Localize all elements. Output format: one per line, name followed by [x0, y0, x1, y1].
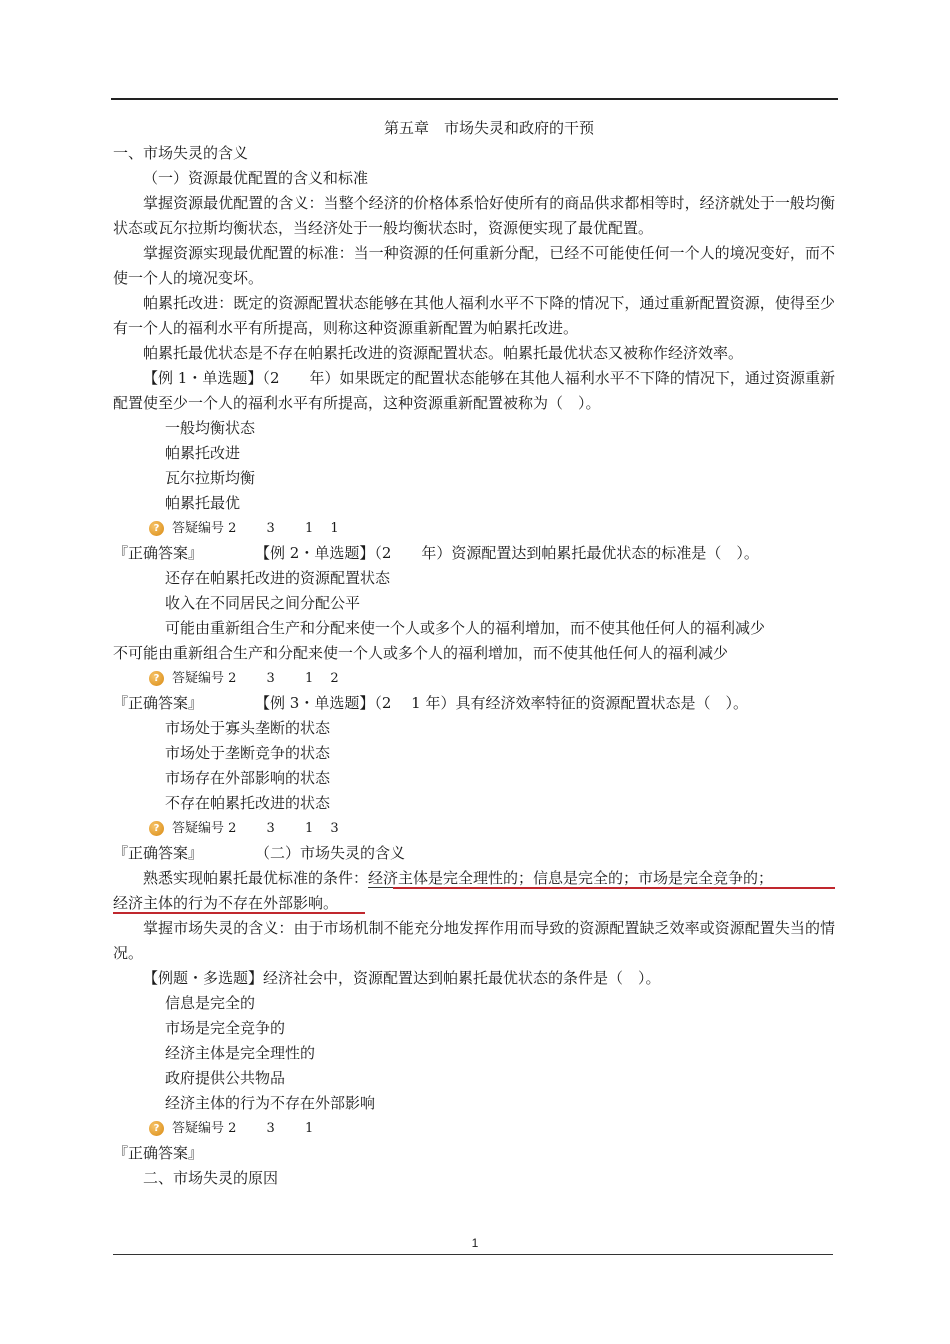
example-4-option: 经济主体的行为不存在外部影响 — [165, 1094, 376, 1112]
faq-label: 答疑编号 2 3 1 — [172, 1121, 314, 1136]
example-4-question: 【例题・多选题】经济社会中，资源配置达到帕累托最优状态的条件是（ ）。 — [143, 969, 661, 987]
footer-rule — [113, 1254, 833, 1255]
example-3-option: 不存在帕累托改进的状态 — [165, 794, 331, 812]
paragraph-pareto-optimal: 帕累托最优状态是不存在帕累托改进的资源配置状态。帕累托最优状态又被称作经济效率。 — [143, 344, 744, 362]
example-4-option: 经济主体是完全理性的 — [165, 1044, 316, 1062]
answer-label-4: 『正确答案』 — [113, 1144, 204, 1162]
question-mark-icon: ? — [149, 521, 164, 536]
example-2-option: 收入在不同居民之间分配公平 — [165, 594, 361, 612]
answer-and-example-3 — [113, 691, 835, 716]
example-2-option: 还存在帕累托改进的资源配置状态 — [165, 569, 391, 587]
subsection-heading-1: （一）资源最优配置的含义和标准 — [143, 169, 369, 187]
example-4-option: 市场是完全竞争的 — [165, 1019, 286, 1037]
example-2-option: 可能由重新组合生产和分配来使一个人或多个人的福利增加，而不使其他任何人的福利减少 — [165, 619, 766, 637]
paragraph-pareto-improvement: 帕累托改进：既定的资源配置状态能够在其他人福利水平不下降的情况下，通过重新配置资源，使得至少有一个人的福利水平有所提高，则称这种资源重新配置为帕累托改进。 — [113, 294, 835, 337]
answer-and-example-2 — [113, 541, 835, 566]
paragraph-allocation-standard: 掌握资源实现最优配置的标准：当一种资源的任何重新分配，已经不可能使任何一个人的境况变好，而不使一个人的境况变坏。 — [113, 244, 835, 287]
paragraph-optimal-allocation: 掌握资源最优配置的含义：当整个经济的价格体系恰好使所有的商品供求都相等时，经济就处于一般均衡状态或瓦尔拉斯均衡状态，当经济处于一般均衡状态时，资源便实现了最优配置。 — [113, 194, 835, 237]
red-annotation-line — [393, 887, 835, 889]
answer-and-subsection-2 — [113, 841, 835, 866]
section-heading-1: 一、市场失灵的含义 — [113, 144, 249, 162]
conditions-underlined-2: 经济主体的行为不存在外部影响。 — [113, 894, 339, 912]
example-1-option: 帕累托最优 — [165, 494, 241, 512]
example-1-option: 瓦尔拉斯均衡 — [165, 469, 256, 487]
answer-label: 『正确答案』 — [113, 694, 204, 712]
example-1-question: 【例 1・单选题】（2 年）如果既定的配置状态能够在其他人福利水平不下降的情况下，通过资源重新配置使至少一个人的福利水平有所提高，这种资源重新配置被称为（ ）。 — [113, 369, 835, 412]
example-2-question: 【例 2・单选题】（2 年）资源配置达到帕累托最优状态的标准是（ ）。 — [255, 544, 759, 562]
example-3-option: 市场处于垄断竞争的状态 — [165, 744, 331, 762]
faq-label: 答疑编号 2 3 1 3 — [172, 821, 339, 836]
faq-row-4[interactable] — [113, 1116, 835, 1141]
header-rule — [111, 98, 838, 100]
example-4-option: 信息是完全的 — [165, 994, 256, 1012]
example-3-question: 【例 3・单选题】（2 1 年）具有经济效率特征的资源配置状态是（ ）。 — [255, 694, 748, 712]
chapter-title: 第五章 市场失灵和政府的干预 — [383, 119, 594, 137]
subsection-heading-2: （二）市场失灵的含义 — [255, 844, 406, 862]
conditions-underlined-1: 经济主体是完全理性的；信息是完全的；市场是完全竞争的； — [368, 869, 774, 887]
answer-label: 『正确答案』 — [113, 544, 204, 562]
section-heading-2: 二、市场失灵的原因 — [143, 1169, 279, 1187]
faq-label: 答疑编号 2 3 1 1 — [172, 521, 339, 536]
page-body — [113, 116, 835, 1191]
question-mark-icon: ? — [149, 821, 164, 836]
example-2-option-d — [61, 641, 835, 666]
red-annotation-line — [113, 912, 365, 914]
faq-row-3[interactable] — [113, 816, 835, 841]
example-1-option: 帕累托改进 — [165, 444, 241, 462]
example-1-option: 一般均衡状态 — [165, 419, 256, 437]
conditions-prefix: 熟悉实现帕累托最优标准的条件： — [143, 869, 369, 887]
question-mark-icon: ? — [149, 1121, 164, 1136]
paragraph-market-failure: 掌握市场失灵的含义：由于市场机制不能充分地发挥作用而导致的资源配置缺乏效率或资源配置失当的情况。 — [113, 919, 835, 962]
answer-label: 『正确答案』 — [113, 844, 204, 862]
faq-row-1[interactable] — [113, 516, 835, 541]
question-mark-icon: ? — [149, 671, 164, 686]
example-4-option: 政府提供公共物品 — [165, 1069, 286, 1087]
pareto-conditions-paragraph — [113, 866, 835, 916]
example-2-option: 不可能由重新组合生产和分配来使一个人或多个人的福利增加，而不使其他任何人的福利减少 — [113, 644, 729, 662]
faq-label: 答疑编号 2 3 1 2 — [172, 671, 339, 686]
example-3-option: 市场处于寡头垄断的状态 — [165, 719, 331, 737]
faq-row-2[interactable] — [113, 666, 835, 691]
example-3-option: 市场存在外部影响的状态 — [165, 769, 331, 787]
page-number: 1 — [471, 1236, 479, 1250]
